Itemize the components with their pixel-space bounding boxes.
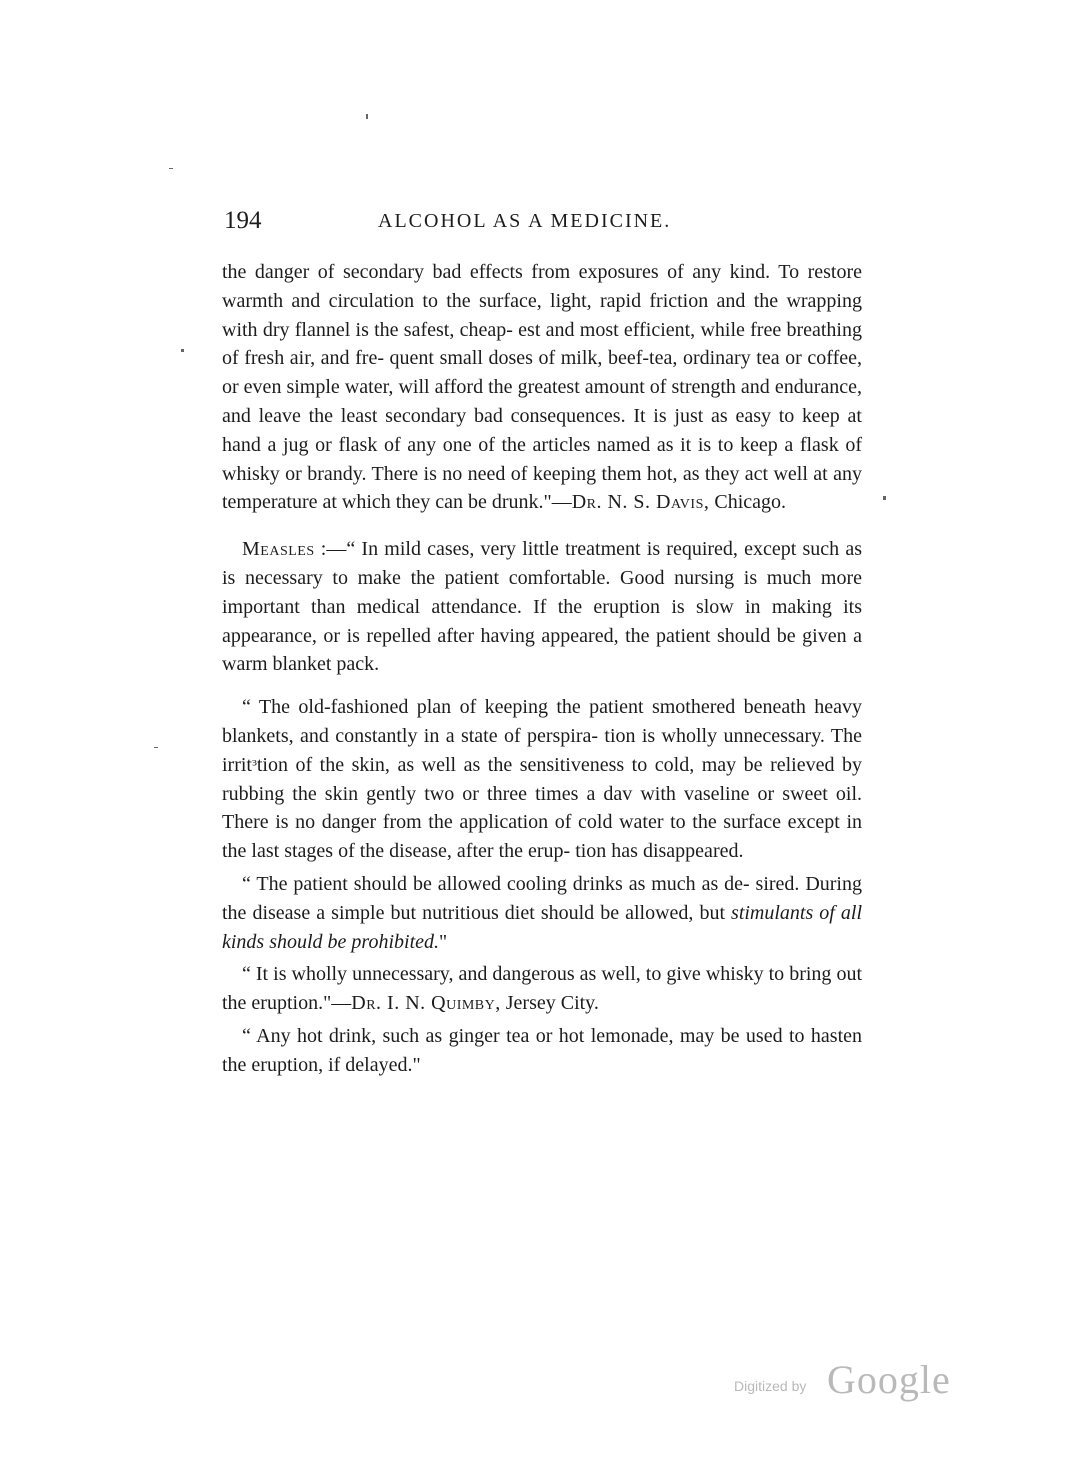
body-text <box>222 258 862 1080</box>
paragraph-1 <box>222 258 862 517</box>
google-logo: Google <box>827 1357 951 1402</box>
digitized-by-google-watermark <box>734 1356 954 1406</box>
paragraph-5 <box>222 960 862 1018</box>
paragraph-3-text: “ The old-fashioned plan of keeping the patient smothered beneath heavy blankets, and constantly in a state of perspira- tion is wholly unnecessary. The irritᵌtion of the skin, as well as the sensitiveness to cold, may be relieved by rubbing the skin gently two or three times a dav with vaseline or sweet oil. There is no danger from the application of cold water to the surface except in the last stages of the disease, after the erup- tion has disappeared. <box>222 696 862 863</box>
paragraph-5-text: “ It is wholly unnecessary, and dangerous as well, to give whisky to bring out the eruption."— <box>222 963 862 1015</box>
paragraph-6-text: “ Any hot drink, such as ginger tea or hot lemonade, may be used to hasten the eruption, if delayed." <box>222 1024 862 1076</box>
paragraph-measles <box>222 535 862 679</box>
emphasis-text: stimulants of all kinds should be prohibited. <box>222 901 862 953</box>
paragraph-measles-text: :—“ In mild cases, very little treatment is required, except such as is necessary to make the patient comfortable. Good nursing is much more important than medical attendance. If the eruption is slow in making its appearance, or is repelled after having appeared, the patient should be given a warm blanket pack. <box>222 538 862 676</box>
paragraph-4-end: " <box>439 930 448 953</box>
attribution-quimby: Dr. I. N. Quimby, <box>351 992 501 1015</box>
scan-speck <box>169 168 173 169</box>
running-header <box>224 207 864 241</box>
scan-speck <box>154 747 158 748</box>
attribution-place: Jersey City. <box>500 992 599 1015</box>
scan-speck <box>181 349 184 352</box>
page-number: 194 <box>224 207 262 234</box>
attribution-davis: Dr. N. S. Davis, <box>571 491 710 514</box>
section-heading-measles: Measles <box>242 538 315 561</box>
scan-speck <box>883 496 886 500</box>
scan-speck <box>366 114 368 119</box>
header-title: ALCOHOL AS A MEDICINE. <box>378 210 672 232</box>
attribution-place: Chicago. <box>709 491 787 514</box>
paragraph-4 <box>222 870 862 956</box>
watermark-prefix: Digitized by <box>734 1378 807 1394</box>
paragraph-4-text: “ The patient should be allowed cooling drinks as much as de- sired. During the disease a simple but nutritious diet should be allowed, but <box>222 872 862 924</box>
paragraph-3 <box>222 693 862 866</box>
paragraph-1-text: the danger of secondary bad effects from exposures of any kind. To restore warmth and circulation to the surface, light, rapid friction and the wrapping with dry flannel is the safest, cheap- est and most efficient, while free breathing of fresh air, and fre- quent small doses of milk, beef-tea, ordinary tea or coffee, or even simple water, will afford the greatest amount of strength and endurance, and leave the least secondary bad consequences. It is just as easy to keep at hand a jug or flask of any one of the articles named as it is to keep a flask of whisky or brandy. There is no need of keeping them hot, as they act well at any temperature at which they can be drunk."— <box>222 261 862 514</box>
paragraph-6 <box>222 1022 862 1080</box>
